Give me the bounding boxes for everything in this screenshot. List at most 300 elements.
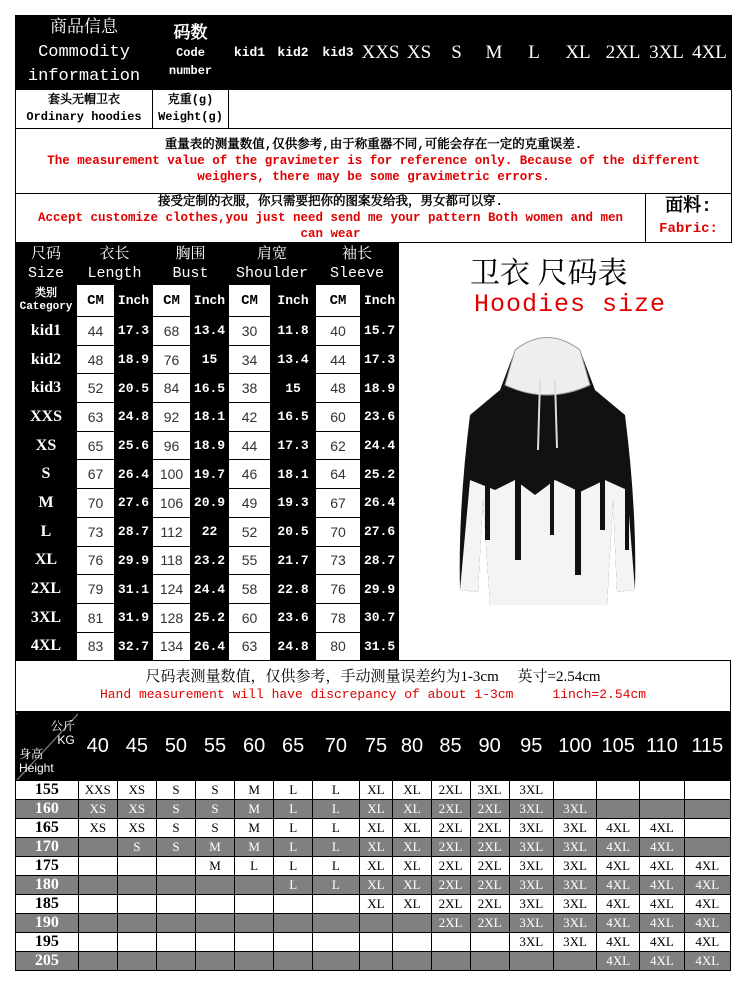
size-row	[16, 403, 399, 432]
inch-value: 23.6	[271, 603, 316, 632]
weight-label	[153, 90, 229, 129]
size-cell: M	[235, 838, 274, 857]
measure-notice	[15, 660, 731, 712]
size-cell: 4XL	[640, 914, 684, 933]
size-cell	[78, 838, 117, 857]
size-cell	[553, 781, 596, 800]
size-row	[16, 632, 399, 661]
size-label: XS	[16, 431, 77, 460]
size-cell: 3XL	[509, 819, 553, 838]
height-row	[16, 857, 731, 876]
fabric-zh: 面料:	[665, 197, 712, 217]
size-cell	[156, 933, 195, 952]
cm-value: 55	[229, 546, 271, 575]
size-row	[16, 546, 399, 575]
size-cell: 4XL	[640, 857, 684, 876]
size-label: 2XL	[16, 575, 77, 604]
cm-header: CM	[316, 285, 361, 317]
size-cell: L	[274, 838, 313, 857]
size-cell: S	[156, 819, 195, 838]
size-cell	[235, 914, 274, 933]
size-cell	[274, 914, 313, 933]
cm-value: 52	[229, 517, 271, 546]
commodity-en: Commodity	[38, 42, 130, 62]
inch-value: 29.9	[115, 546, 153, 575]
column-en: Shoulder	[236, 264, 309, 282]
size-cell: 3XL	[470, 781, 509, 800]
weight-height-table	[15, 712, 731, 971]
inch-value: 26.4	[361, 489, 399, 518]
inch-value: 32.7	[115, 632, 153, 661]
inch-value: 15	[271, 374, 316, 403]
chart-title-en: Hoodies size	[474, 290, 667, 319]
size-cell	[684, 819, 730, 838]
column-zh: 袖长	[342, 245, 373, 263]
size-cell	[313, 914, 359, 933]
size-cell	[431, 952, 470, 971]
size-cell	[509, 952, 553, 971]
inch-value: 22	[191, 517, 229, 546]
height-label: 205	[16, 952, 79, 971]
inch-header: Inch	[191, 285, 229, 317]
weight-header: 70	[313, 713, 359, 781]
size-label: kid3	[16, 374, 77, 403]
column-header	[77, 243, 153, 285]
cm-value: 44	[316, 345, 361, 374]
inch-value: 25.6	[115, 431, 153, 460]
size-cell	[553, 952, 596, 971]
size-cell: 4XL	[640, 876, 684, 895]
cm-value: 73	[316, 546, 361, 575]
cm-value: 38	[229, 374, 271, 403]
size-cell: 4XL	[640, 933, 684, 952]
product-en: Ordinary hoodies	[26, 110, 142, 124]
size-cell	[156, 952, 195, 971]
size-header: kid1	[229, 16, 271, 90]
height-en: Height	[19, 760, 54, 775]
size-header: 3XL	[646, 16, 688, 90]
cm-value: 63	[77, 403, 115, 432]
size-cell: 4XL	[597, 876, 640, 895]
chart-title-zh: 卫衣 尺码表	[470, 257, 628, 290]
inch-value: 16.5	[271, 403, 316, 432]
height-label: 185	[16, 895, 79, 914]
size-row	[16, 517, 399, 546]
size-cell: L	[313, 819, 359, 838]
fabric-en: Fabric:	[659, 221, 718, 237]
size-cell: XL	[393, 781, 431, 800]
column-en: Bust	[172, 264, 209, 282]
cm-value: 128	[153, 603, 191, 632]
size-cell: 2XL	[470, 876, 509, 895]
commodity-en2: information	[27, 66, 141, 86]
size-cell: XL	[393, 857, 431, 876]
size-cell: 4XL	[684, 952, 730, 971]
size-cell: 3XL	[509, 781, 553, 800]
measure-notice-zh: 尺码表测量数值，仅供参考，手动测量误差约为1-3cm 英寸=2.54cm	[145, 669, 601, 685]
size-cell	[274, 933, 313, 952]
height-label: 155	[16, 781, 79, 800]
size-cell: M	[235, 819, 274, 838]
column-zh: 胸围	[175, 245, 206, 263]
inch-value: 29.9	[361, 575, 399, 604]
column-en: Length	[87, 264, 142, 282]
size-cell: 2XL	[431, 819, 470, 838]
cm-value: 48	[316, 374, 361, 403]
height-label: 165	[16, 819, 79, 838]
column-header	[16, 243, 77, 285]
size-row	[16, 460, 399, 489]
size-header: M	[476, 16, 513, 90]
cm-value: 73	[77, 517, 115, 546]
cm-value: 58	[229, 575, 271, 604]
inch-value: 23.2	[191, 546, 229, 575]
size-label: 3XL	[16, 603, 77, 632]
size-cell	[393, 914, 431, 933]
size-cell: 3XL	[509, 800, 553, 819]
size-cell: XL	[359, 876, 393, 895]
product-zh: 套头无帽卫衣	[47, 93, 120, 107]
weight-header: 75	[359, 713, 393, 781]
cm-value: 65	[77, 431, 115, 460]
size-cell: XL	[393, 895, 431, 914]
size-chart-table	[15, 242, 399, 661]
height-row	[16, 933, 731, 952]
code-zh: 码数	[173, 24, 208, 44]
cm-value: 100	[153, 460, 191, 489]
size-cell: 3XL	[509, 857, 553, 876]
size-cell: XL	[393, 800, 431, 819]
size-cell	[235, 933, 274, 952]
size-cell	[78, 952, 117, 971]
size-cell	[313, 933, 359, 952]
inch-value: 11.8	[271, 317, 316, 346]
size-cell: S	[156, 781, 195, 800]
size-cell: 4XL	[597, 838, 640, 857]
cm-value: 76	[153, 345, 191, 374]
inch-value: 24.8	[271, 632, 316, 661]
size-cell	[195, 952, 234, 971]
inch-value: 19.7	[191, 460, 229, 489]
height-row	[16, 838, 731, 857]
cm-value: 40	[316, 317, 361, 346]
size-label: kid1	[16, 317, 77, 346]
cm-value: 46	[229, 460, 271, 489]
inch-value: 17.3	[361, 345, 399, 374]
size-cell: XL	[359, 781, 393, 800]
inch-value: 17.3	[271, 431, 316, 460]
cm-header: CM	[229, 285, 271, 317]
commodity-header	[16, 16, 153, 90]
size-cell: XL	[393, 838, 431, 857]
column-header	[316, 243, 399, 285]
size-cell	[117, 933, 156, 952]
size-label: L	[16, 517, 77, 546]
weight-header: 65	[274, 713, 313, 781]
height-row	[16, 876, 731, 895]
cm-value: 80	[316, 632, 361, 661]
weight-en: Weight(g)	[158, 110, 223, 124]
hoodie-image	[455, 330, 640, 620]
inch-value: 30.7	[361, 603, 399, 632]
size-label: 4XL	[16, 632, 77, 661]
cm-value: 76	[316, 575, 361, 604]
size-cell: 4XL	[597, 819, 640, 838]
size-cell: 4XL	[597, 857, 640, 876]
size-cell: 3XL	[553, 914, 596, 933]
measure-notice-en: Hand measurement will have discrepancy of about 1-3cm 1inch=2.54cm	[99, 687, 647, 702]
size-cell: 2XL	[431, 838, 470, 857]
cm-value: 49	[229, 489, 271, 518]
size-header: XXS	[361, 16, 401, 90]
size-cell	[195, 876, 234, 895]
size-cell	[313, 952, 359, 971]
size-cell: 4XL	[684, 914, 730, 933]
cm-value: 96	[153, 431, 191, 460]
size-cell: 4XL	[597, 933, 640, 952]
size-cell: XS	[117, 781, 156, 800]
size-cell: S	[195, 800, 234, 819]
weight-header: 110	[640, 713, 684, 781]
weight-header: 80	[393, 713, 431, 781]
cm-value: 78	[316, 603, 361, 632]
cm-value: 48	[77, 345, 115, 374]
size-cell: 3XL	[553, 800, 596, 819]
kg-en: KG	[57, 732, 75, 747]
size-cell: XXS	[78, 781, 117, 800]
column-zh: 尺码	[30, 245, 61, 263]
weight-notice	[16, 129, 732, 194]
size-header: 2XL	[601, 16, 646, 90]
size-cell: 2XL	[431, 914, 470, 933]
size-cell: 2XL	[470, 857, 509, 876]
size-cell: L	[274, 781, 313, 800]
column-header	[153, 243, 229, 285]
size-cell: 4XL	[684, 933, 730, 952]
size-cell	[117, 876, 156, 895]
size-cell: 4XL	[640, 819, 684, 838]
height-label: 195	[16, 933, 79, 952]
cm-value: 112	[153, 517, 191, 546]
size-cell: 2XL	[470, 819, 509, 838]
product-name	[16, 90, 153, 129]
size-cell	[470, 952, 509, 971]
inch-value: 31.9	[115, 603, 153, 632]
inch-value: 24.4	[191, 575, 229, 604]
inch-value: 25.2	[191, 603, 229, 632]
height-label: 175	[16, 857, 79, 876]
customize-notice-en: Accept customize clothes,you just need send me your pattern Both women and men can wear	[37, 211, 624, 241]
size-cell	[684, 800, 730, 819]
height-row	[16, 819, 731, 838]
height-row	[16, 952, 731, 971]
size-cell	[359, 914, 393, 933]
commodity-zh: 商品信息	[50, 18, 118, 38]
size-cell: 4XL	[640, 838, 684, 857]
inch-value: 20.5	[271, 517, 316, 546]
size-cell: M	[195, 838, 234, 857]
cm-value: 52	[77, 374, 115, 403]
cm-value: 60	[316, 403, 361, 432]
size-cell: 3XL	[553, 876, 596, 895]
size-cell: XL	[359, 857, 393, 876]
cm-value: 118	[153, 546, 191, 575]
inch-value: 27.6	[115, 489, 153, 518]
size-cell: 4XL	[640, 952, 684, 971]
size-cell: XL	[359, 800, 393, 819]
inch-value: 17.3	[115, 317, 153, 346]
cm-value: 70	[77, 489, 115, 518]
size-cell: 3XL	[553, 838, 596, 857]
weight-values	[229, 90, 732, 129]
size-cell: 2XL	[431, 895, 470, 914]
inch-value: 26.4	[115, 460, 153, 489]
inch-value: 25.2	[361, 460, 399, 489]
size-cell: 3XL	[509, 876, 553, 895]
size-cell	[640, 800, 684, 819]
weight-header: 95	[509, 713, 553, 781]
weight-header: 45	[117, 713, 156, 781]
size-cell: M	[195, 857, 234, 876]
size-row	[16, 345, 399, 374]
size-label: M	[16, 489, 77, 518]
cm-value: 83	[77, 632, 115, 661]
size-cell: M	[235, 781, 274, 800]
size-cell: 2XL	[470, 800, 509, 819]
size-header: 4XL	[688, 16, 732, 90]
fabric-cell	[646, 194, 732, 243]
cm-value: 67	[77, 460, 115, 489]
cm-value: 64	[316, 460, 361, 489]
code-en2: number	[168, 63, 213, 78]
size-cell	[78, 857, 117, 876]
size-header: kid2	[271, 16, 316, 90]
size-cell: 2XL	[470, 838, 509, 857]
size-cell	[156, 914, 195, 933]
inch-value: 13.4	[271, 345, 316, 374]
height-label: 170	[16, 838, 79, 857]
size-label: kid2	[16, 345, 77, 374]
size-cell: XS	[78, 800, 117, 819]
size-cell: S	[195, 781, 234, 800]
size-cell	[393, 952, 431, 971]
inch-value: 22.8	[271, 575, 316, 604]
inch-value: 24.8	[115, 403, 153, 432]
size-cell: 3XL	[553, 819, 596, 838]
size-cell	[431, 933, 470, 952]
size-cell: 4XL	[597, 914, 640, 933]
cm-value: 124	[153, 575, 191, 604]
cm-value: 70	[316, 517, 361, 546]
commodity-table	[15, 15, 732, 243]
inch-value: 18.9	[115, 345, 153, 374]
size-cell	[78, 914, 117, 933]
column-en: Size	[27, 264, 64, 282]
size-cell: 4XL	[597, 952, 640, 971]
weight-header: 85	[431, 713, 470, 781]
cm-value: 76	[77, 546, 115, 575]
column-header	[229, 243, 316, 285]
customize-notice	[16, 194, 646, 243]
inch-value: 18.9	[191, 431, 229, 460]
size-cell	[156, 876, 195, 895]
size-row	[16, 431, 399, 460]
size-cell: 2XL	[431, 876, 470, 895]
size-cell: XS	[117, 819, 156, 838]
cm-value: 79	[77, 575, 115, 604]
size-cell: L	[313, 800, 359, 819]
weight-header: 90	[470, 713, 509, 781]
cm-value: 60	[229, 603, 271, 632]
size-cell	[78, 933, 117, 952]
size-cell	[235, 876, 274, 895]
cm-value: 67	[316, 489, 361, 518]
size-cell: L	[313, 838, 359, 857]
cm-value: 92	[153, 403, 191, 432]
column-en: Sleeve	[330, 264, 385, 282]
size-cell	[235, 952, 274, 971]
size-cell: 3XL	[509, 933, 553, 952]
weight-notice-zh: 重量表的测量数值,仅供参考,由于称重器不同,可能会存在一定的克重误差.	[164, 138, 583, 152]
height-label: 160	[16, 800, 79, 819]
cm-value: 62	[316, 431, 361, 460]
size-cell	[195, 933, 234, 952]
category-header	[16, 285, 77, 317]
size-cell: XS	[78, 819, 117, 838]
size-cell: XL	[359, 838, 393, 857]
size-header: XL	[556, 16, 601, 90]
size-cell: L	[274, 857, 313, 876]
size-cell: 4XL	[684, 876, 730, 895]
size-cell: S	[156, 838, 195, 857]
size-cell	[195, 895, 234, 914]
size-cell: 4XL	[597, 895, 640, 914]
size-cell	[156, 857, 195, 876]
weight-header: 105	[597, 713, 640, 781]
code-en: Code	[176, 45, 205, 60]
weight-header: 60	[235, 713, 274, 781]
size-cell: L	[235, 857, 274, 876]
category-en: Category	[19, 300, 73, 313]
size-cell	[313, 895, 359, 914]
size-cell	[393, 933, 431, 952]
size-cell: XL	[393, 876, 431, 895]
size-cell	[117, 952, 156, 971]
size-label: XL	[16, 546, 77, 575]
kg-zh: 公斤	[50, 718, 75, 733]
size-cell	[117, 857, 156, 876]
size-cell	[597, 781, 640, 800]
inch-value: 28.7	[115, 517, 153, 546]
size-header: XS	[401, 16, 438, 90]
size-cell	[78, 895, 117, 914]
height-row	[16, 800, 731, 819]
customize-notice-zh: 接受定制的衣服，你只需要把你的图案发给我，男女都可以穿.	[157, 195, 503, 209]
size-cell	[117, 895, 156, 914]
size-cell: 2XL	[431, 800, 470, 819]
size-row	[16, 317, 399, 346]
inch-value: 31.5	[361, 632, 399, 661]
size-cell: 3XL	[509, 914, 553, 933]
column-zh: 衣长	[99, 245, 130, 263]
inch-value: 13.4	[191, 317, 229, 346]
inch-value: 21.7	[271, 546, 316, 575]
cm-header: CM	[77, 285, 115, 317]
inch-value: 31.1	[115, 575, 153, 604]
size-cell	[359, 952, 393, 971]
height-label: 190	[16, 914, 79, 933]
size-cell: 4XL	[640, 895, 684, 914]
